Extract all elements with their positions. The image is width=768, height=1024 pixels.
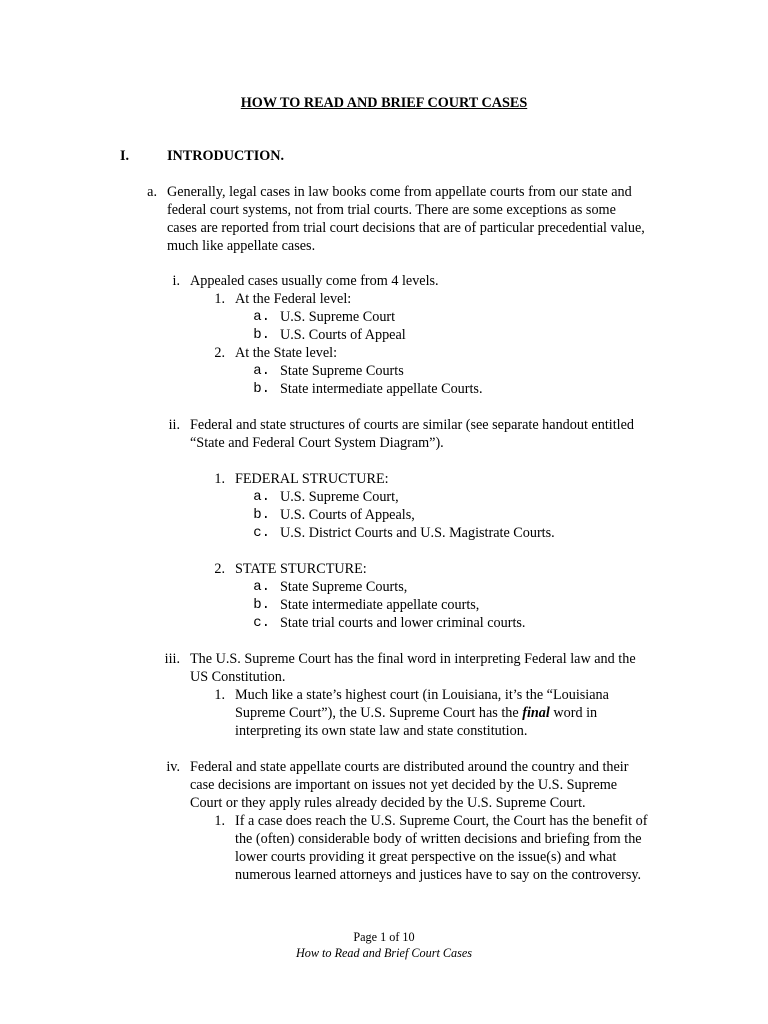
paragraph-line: lower courts providing it great perspective on the issue(s) and what <box>235 849 617 865</box>
emphasis-final: final <box>522 705 550 721</box>
paragraph-line <box>235 704 609 722</box>
page-number: Page 1 of 10 <box>353 930 415 944</box>
item-iv-text <box>190 758 628 812</box>
list-item: State intermediate appellate Courts. <box>280 381 483 397</box>
page-title: HOW TO READ AND BRIEF COURT CASES <box>240 95 528 111</box>
list-marker-c: c. <box>253 615 270 631</box>
paragraph-line: cases are reported from trial court decisions that are of particular precedential value, <box>167 220 645 236</box>
federal-structure-heading: FEDERAL STRUCTURE: <box>235 471 389 487</box>
list-item: State Supreme Courts <box>280 363 404 379</box>
item-ii-text <box>190 416 634 452</box>
item-iii-text <box>190 650 636 686</box>
list-marker-1: 1. <box>214 687 225 703</box>
paragraph-line: interpreting its own state law and state constitution. <box>235 723 528 739</box>
paragraph-a <box>167 183 645 255</box>
footer-subtitle: How to Read and Brief Court Cases <box>295 946 473 960</box>
list-marker-1: 1. <box>214 813 225 829</box>
list-item: State intermediate appellate courts, <box>280 597 480 613</box>
list-marker-i: i. <box>172 273 180 289</box>
item-iii-sub-text <box>235 686 609 740</box>
paragraph-line: Federal and state structures of courts are similar (see separate handout entitled <box>190 417 634 433</box>
list-marker-2: 2. <box>214 345 225 361</box>
list-item: U.S. Courts of Appeal <box>280 327 406 343</box>
item-i-text: Appealed cases usually come from 4 levels. <box>190 273 439 289</box>
paragraph-line: “State and Federal Court System Diagram”). <box>190 435 444 451</box>
paragraph-line: case decisions are important on issues not yet decided by the U.S. Supreme <box>190 777 618 793</box>
list-item: State trial courts and lower criminal courts. <box>280 615 526 631</box>
section-title: INTRODUCTION. <box>167 148 285 164</box>
list-marker-b: b. <box>253 597 270 613</box>
paragraph-line: the (often) considerable body of written decisions and briefing from the <box>235 831 642 847</box>
item-iv-sub-text <box>235 812 648 884</box>
list-marker-a: a. <box>253 363 270 379</box>
paragraph-line: Federal and state appellate courts are distributed around the country and their <box>190 759 629 775</box>
list-marker-b: b. <box>253 381 270 397</box>
list-marker-b: b. <box>253 507 270 523</box>
list-marker-a: a. <box>253 309 270 325</box>
list-marker-a: a. <box>253 579 270 595</box>
list-marker-iii: iii. <box>164 651 180 667</box>
paragraph-line: If a case does reach the U.S. Supreme Court, the Court has the benefit of <box>235 813 648 829</box>
list-marker-a: a. <box>147 184 157 200</box>
list-marker-iv: iv. <box>166 759 180 775</box>
paragraph-line: much like appellate cases. <box>167 238 316 254</box>
federal-level-label: At the Federal level: <box>235 291 352 307</box>
section-number: I. <box>120 148 130 164</box>
paragraph-line: US Constitution. <box>190 669 286 685</box>
list-marker-ii: ii. <box>168 417 180 433</box>
list-item: U.S. Supreme Court, <box>280 489 399 505</box>
list-marker-a: a. <box>253 489 270 505</box>
text-run: Supreme Court”), the U.S. Supreme Court has the <box>235 705 523 721</box>
list-item: U.S. District Courts and U.S. Magistrate Courts. <box>280 525 555 541</box>
list-item: U.S. Courts of Appeals, <box>280 507 415 523</box>
paragraph-line: Generally, legal cases in law books come from appellate courts from our state and <box>167 184 632 200</box>
list-marker-2: 2. <box>214 561 225 577</box>
paragraph-line: The U.S. Supreme Court has the final word in interpreting Federal law and the <box>190 651 636 667</box>
paragraph-line: federal court systems, not from trial courts. There are some exceptions as some <box>167 202 616 218</box>
list-marker-1: 1. <box>214 291 225 307</box>
text-run: word in <box>549 705 598 721</box>
paragraph-line: numerous learned attorneys and justices have to say on the controversy. <box>235 867 642 883</box>
paragraph-line: Much like a state’s highest court (in Louisiana, it’s the “Louisiana <box>235 687 609 703</box>
list-marker-b: b. <box>253 327 270 343</box>
paragraph-line: Court or they apply rules already decided by the U.S. Supreme Court. <box>190 795 586 811</box>
state-structure-heading: STATE STURCTURE: <box>235 561 367 577</box>
list-item: State Supreme Courts, <box>280 579 408 595</box>
list-marker-c: c. <box>253 525 270 541</box>
list-item: U.S. Supreme Court <box>280 309 396 325</box>
list-marker-1: 1. <box>214 471 225 487</box>
state-level-label: At the State level: <box>235 345 338 361</box>
